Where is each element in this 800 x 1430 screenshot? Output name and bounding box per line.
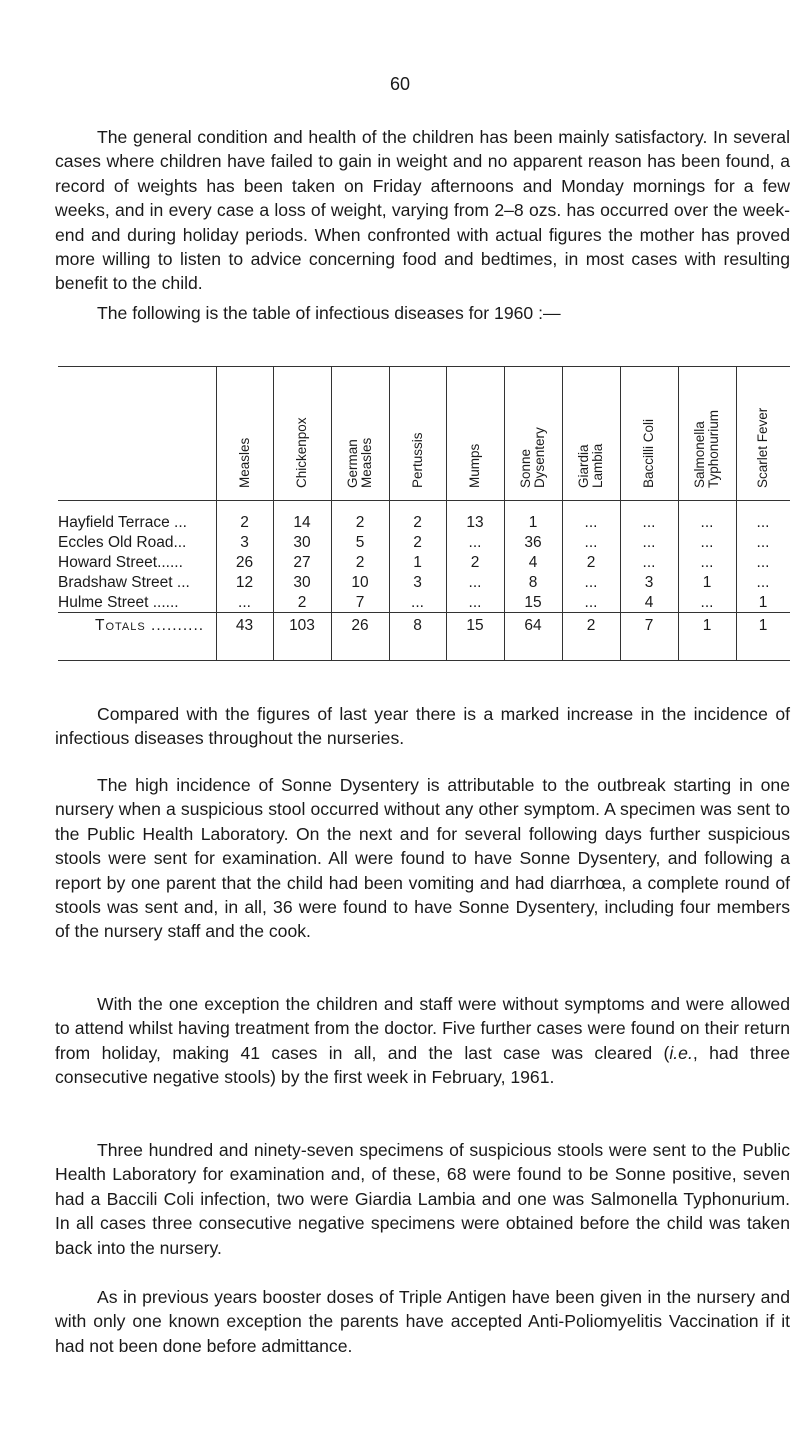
table-column-rule [562, 366, 563, 660]
column-header [282, 370, 322, 494]
table-cell: 1 [702, 574, 712, 591]
table-cell: 2 [355, 514, 365, 531]
column-header-line: Measles [359, 437, 374, 488]
table-cell: 36 [524, 534, 542, 551]
table-cell: ... [756, 574, 770, 591]
totals-cell: 7 [644, 617, 654, 634]
table-header-rule [58, 500, 790, 501]
table-cell: 2 [297, 594, 307, 611]
table-column-rule [504, 366, 505, 660]
table-cell: ... [411, 594, 424, 611]
table-cell: ... [468, 594, 482, 611]
table-cell: 12 [235, 574, 254, 591]
table-cell: ... [468, 574, 482, 591]
table-bottom-rule [58, 660, 790, 661]
table-cell: ... [238, 594, 251, 611]
table-cell: 7 [355, 594, 365, 611]
row-label: Bradshaw Street ... [58, 574, 190, 591]
paragraph-comparison: Compared with the figures of last year there is a marked increase in the incidence of infectious diseases throughout the nurseries. [55, 704, 790, 749]
paragraph-exception-ie: i.e. [669, 1042, 693, 1063]
column-header [629, 370, 669, 494]
table-column-rule [331, 366, 332, 660]
table-cell: ... [468, 534, 482, 551]
table-column-rule [389, 366, 390, 660]
table-cell: 2 [586, 554, 596, 571]
table-cell: ... [584, 514, 598, 531]
column-header-text [571, 370, 611, 494]
table-cell: ... [584, 534, 598, 551]
table-cell: 2 [240, 514, 249, 531]
column-header [513, 370, 553, 494]
table-cell: 15 [524, 594, 542, 611]
column-header-line: German [345, 439, 360, 488]
column-header-line: Giardia [576, 444, 591, 488]
column-header-line: Pertussis [409, 432, 425, 488]
table-cell: ... [700, 554, 714, 571]
table-cell: ... [756, 534, 770, 551]
table-cell: 4 [644, 594, 654, 611]
column-header [398, 370, 438, 494]
column-header [743, 370, 783, 494]
table-cell: 4 [528, 554, 538, 571]
table-totals-rule [58, 612, 790, 613]
column-header [687, 370, 727, 494]
paragraph-exception [55, 992, 790, 1090]
table-cell: ... [642, 554, 656, 571]
column-header-text [340, 370, 380, 494]
column-header-text [687, 370, 727, 494]
column-header [340, 370, 380, 494]
table-column-rule [216, 366, 217, 660]
page-number: 60 [389, 74, 411, 94]
column-header-text [455, 370, 495, 494]
table-cell: 14 [293, 514, 311, 531]
table-cell: 8 [528, 574, 538, 591]
column-header-line: Mumps [467, 443, 482, 488]
table-cell: 27 [293, 554, 311, 571]
column-header-line: Sonne [518, 448, 533, 488]
table-cell: ... [756, 554, 770, 571]
column-header-line: Chickenpox [294, 417, 309, 488]
totals-cell: 103 [289, 617, 315, 634]
table-cell: 2 [470, 554, 480, 571]
table-cell: 1 [413, 554, 422, 571]
totals-label-text: Totals [95, 617, 146, 634]
table-column-rule [446, 366, 447, 660]
column-header-line: Lambia [590, 443, 605, 488]
table-cell: ... [642, 534, 656, 551]
table-cell: ... [642, 514, 656, 531]
totals-cell: 2 [586, 617, 596, 634]
column-header-text [225, 370, 265, 494]
totals-label-dots: .......... [145, 617, 205, 634]
totals-cell: 1 [758, 617, 768, 634]
table-cell: 10 [351, 574, 369, 591]
table-cell: 13 [466, 514, 484, 531]
row-label: Howard Street...... [58, 554, 183, 571]
column-header [225, 370, 265, 494]
table-cell: 5 [355, 534, 365, 551]
column-header-text [743, 370, 783, 494]
table-top-rule [58, 366, 790, 367]
totals-cell: 8 [413, 617, 422, 634]
paragraph-booster-doses: As in previous years booster doses of Triple Antigen have been given in the nursery and with only one known exception the parents have accepted Anti-Poliomyelitis Vaccination if it had not been done before admittance. [55, 1287, 790, 1356]
table-cell: 3 [413, 574, 422, 591]
table-cell: 30 [293, 534, 311, 551]
table-cell: 2 [413, 534, 422, 551]
paragraph-exception-part2: , had three consecutive negative stools) by the first week in February, 1961. [55, 1042, 791, 1088]
table-cell: 2 [355, 554, 365, 571]
column-header-text [513, 370, 553, 494]
column-header [571, 370, 611, 494]
row-label: Hayfield Terrace ... [58, 514, 187, 531]
table-cell: ... [584, 594, 598, 611]
column-header [455, 370, 495, 494]
table-cell: ... [700, 594, 714, 611]
table-cell: ... [584, 574, 598, 591]
column-header-line: Measles [236, 437, 252, 488]
paragraph-specimens: Three hundred and ninety-seven specimens of suspicious stools were sent to the Public Health Laboratory for examination and, of these, 68 were found to be Sonne positive, seven had a Baccili Coli infection, two were Giardia Lambia and one was Salmonella Typhonurium. In all cases three consecutive negative specimens were obtained before the child was taken back into the nursery. [55, 1140, 790, 1258]
table-column-rule [273, 366, 274, 660]
table-cell: 2 [413, 514, 422, 531]
totals-cell: 26 [351, 617, 369, 634]
column-header-text [398, 370, 438, 494]
table-cell: ... [700, 534, 714, 551]
table-cell: 1 [528, 514, 538, 531]
table-cell: 3 [644, 574, 654, 591]
column-header-text [629, 370, 669, 494]
row-label: Eccles Old Road... [58, 534, 187, 551]
totals-label [95, 617, 204, 635]
table-column-rule [678, 366, 679, 660]
paragraph-general-condition: The general condition and health of the children has been mainly satisfactory. In several cases where children have failed to gain in weight and no apparent reason has been found, a record of weights has been taken on Friday afternoons and Monday mornings for a few weeks, and in every case a loss of weight, varying from 2–8 ozs. has occurred over the week-end and during holiday periods. When confronted with actual figures the mother has proved more willing to listen to advice concerning food and bedtimes, in most cases with resulting benefit to the child. [55, 127, 790, 294]
totals-cell: 43 [235, 617, 254, 634]
column-header-line: Dysentery [532, 427, 547, 488]
paragraph-exception-part1: With the one exception the children and staff were without symptoms and were allowed to attend whilst having treatment from the doctor. Five further cases were found on their return from holiday, making 41 cases in all, and the last case was cleared ( [55, 994, 790, 1063]
totals-cell: 15 [466, 617, 484, 634]
totals-cell: 1 [702, 617, 712, 634]
row-label: Hulme Street ...... [58, 594, 179, 611]
column-header-line: Salmonella [692, 421, 707, 488]
column-header-line: Baccilli Coli [641, 418, 656, 488]
infectious-diseases-table [0, 0, 800, 680]
table-cell: ... [700, 514, 714, 531]
column-header-text [282, 370, 322, 494]
table-cell: 30 [293, 574, 311, 591]
totals-cell: 64 [524, 617, 542, 634]
table-cell: 26 [235, 554, 254, 571]
column-header-line: Scarlet Fever [755, 407, 770, 488]
table-column-rule [736, 366, 737, 660]
paragraph-table-intro: The following is the table of infectious diseases for 1960 :— [97, 303, 561, 323]
table-cell: 3 [240, 534, 249, 551]
paragraph-sonne-dysentery: The high incidence of Sonne Dysentery is attributable to the outbreak starting in one nursery when a suspicious stool occurred without any other symptom. A specimen was sent to the Public Health Laboratory. On the next and for several following days further suspicious stools were sent for examination. All were found to have Sonne Dysentery, and following a report by one parent that the child had been vomiting and had diarrhœa, a complete round of stools was sent and, in all, 36 were found to have Sonne Dysentery, including four members of the nursery staff and the cook. [55, 775, 790, 942]
table-cell: 1 [758, 594, 768, 611]
table-cell: ... [756, 514, 770, 531]
column-header-line: Typhonurium [706, 409, 721, 488]
table-column-rule [620, 366, 621, 660]
